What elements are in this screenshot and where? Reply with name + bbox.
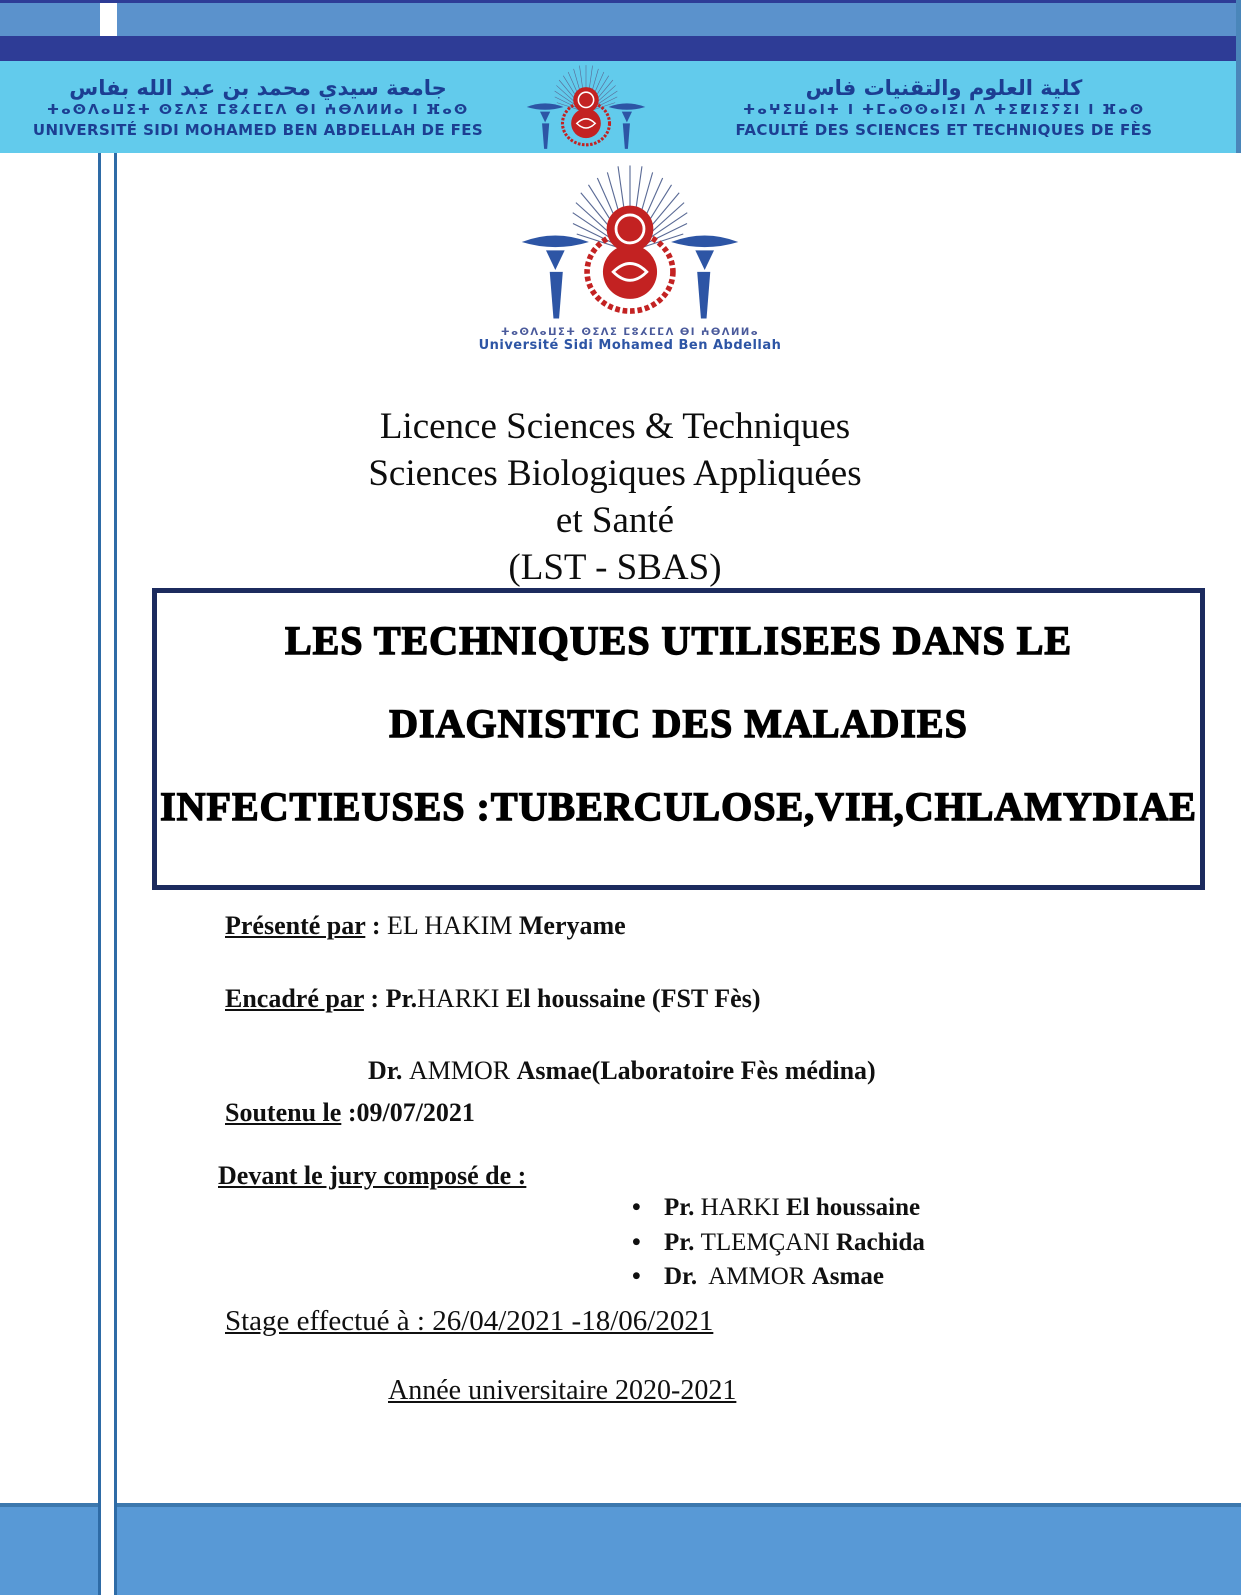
faculty-name-french: FACULTÉ DES SCIENCES ET TECHNIQUES DE FÈS <box>735 120 1153 139</box>
program-line-2: Sciences Biologiques Appliquées <box>368 453 862 494</box>
defense-date: :09/07/2021 <box>341 1098 475 1127</box>
university-name-tifinagh: ⵜⴰⵙⴷⴰⵡⵉⵜ ⵙⵉⴷⵉ ⵎⵓⵃⵎⵎⴷ ⴱⵏ ⵄⴱⴷⵍⵍⴰ ⵏ ⴼⴰⵙ <box>46 101 470 118</box>
navy-bar <box>0 36 1241 61</box>
presented-by-label: Présenté par <box>225 911 366 940</box>
right-edge-strip <box>1236 0 1241 153</box>
jury-label: Devant le jury composé de : <box>218 1161 527 1190</box>
jury-member: • Pr. HARKI El houssaine <box>632 1191 925 1226</box>
co-supervisor-name: AMMOR <box>408 1056 517 1085</box>
supervisor-name: HARKI <box>417 984 506 1013</box>
report-title-line-3: INFECTIEUSES :TUBERCULOSE,VIH,CHLAMYDIAE <box>160 784 1197 829</box>
university-emblem <box>470 158 790 353</box>
internship-period-line: Stage effectué à : 26/04/2021 -18/06/2021 <box>225 1305 714 1337</box>
bullet-icon: • <box>632 1194 641 1221</box>
presented-by-line: Présenté par : EL HAKIM Meryame <box>225 911 626 940</box>
university-emblem-icon <box>506 61 666 153</box>
program-heading <box>0 403 1230 591</box>
right-pinstripe <box>114 153 117 1595</box>
supervised-by-label: Encadré par <box>225 984 364 1013</box>
program-line-4: (LST - SBAS) <box>508 547 722 588</box>
top-bar <box>0 3 1241 36</box>
report-title-line-2: DIAGNISTIC DES MALADIES <box>389 701 968 746</box>
emblem-caption: Université Sidi Mohamed Ben Abdellah <box>478 338 782 353</box>
faculty-heading <box>679 75 1209 140</box>
jury-list <box>632 1191 925 1295</box>
program-line-1: Licence Sciences & Techniques <box>379 406 851 447</box>
top-bar-notch <box>100 3 117 36</box>
supervised-by-line: Encadré par : Pr.HARKI El houssaine (FST Fès) <box>225 984 761 1013</box>
defended-on-label: Soutenu le <box>225 1098 342 1127</box>
header-band <box>0 61 1241 153</box>
report-title-line-1: LES TECHNIQUES UTILISEES DANS LE <box>284 618 1073 663</box>
left-pinstripe <box>98 153 101 1595</box>
emblem-tifinagh-caption: ⵜⴰⵙⴷⴰⵡⵉⵜ ⵙⵉⴷⵉ ⵎⵓⵃⵎⵎⴷ ⴱⵏ ⵄⴱⴷⵍⵍⴰ <box>500 327 760 338</box>
program-line-3: et Santé <box>555 500 675 541</box>
university-logo-small <box>498 61 673 153</box>
jury-member: • Pr. TLEMÇANI Rachida <box>632 1226 925 1261</box>
bullet-icon: • <box>632 1263 641 1290</box>
page-body <box>0 153 1241 1503</box>
university-name-french: UNIVERSITÉ SIDI MOHAMED BEN ABDELLAH DE FES <box>32 120 484 139</box>
jury-member: • Dr. AMMOR Asmae <box>632 1260 925 1295</box>
bottom-bar <box>0 1503 1241 1595</box>
author-name: EL HAKIM <box>386 911 519 940</box>
author-firstname: Meryame <box>518 911 626 940</box>
co-supervisor-line: Dr. AMMOR Asmae(Laboratoire Fès médina) <box>368 1056 876 1085</box>
faculty-name-tifinagh: ⵜⴰⵖⵉⵡⴰⵏⵜ ⵏ ⵜⵎⴰⵙⵙⴰⵏⵉⵏ ⴷ ⵜⵉⵇⵏⵉⵢⵉⵏ ⵏ ⴼⴰⵙ <box>742 101 1146 118</box>
left-channel <box>101 153 114 1595</box>
defended-on-line <box>225 1098 475 1128</box>
university-name-arabic: جامعة سيدي محمد بن عبد الله بفاس <box>69 75 447 100</box>
university-emblem-icon <box>480 158 780 326</box>
faculty-name-arabic: كلية العلوم والتقنيات فاس <box>805 75 1083 100</box>
report-title-box <box>152 588 1205 890</box>
academic-year-line: Année universitaire 2020-2021 <box>388 1375 737 1406</box>
university-heading <box>18 75 498 140</box>
bullet-icon: • <box>632 1228 641 1256</box>
